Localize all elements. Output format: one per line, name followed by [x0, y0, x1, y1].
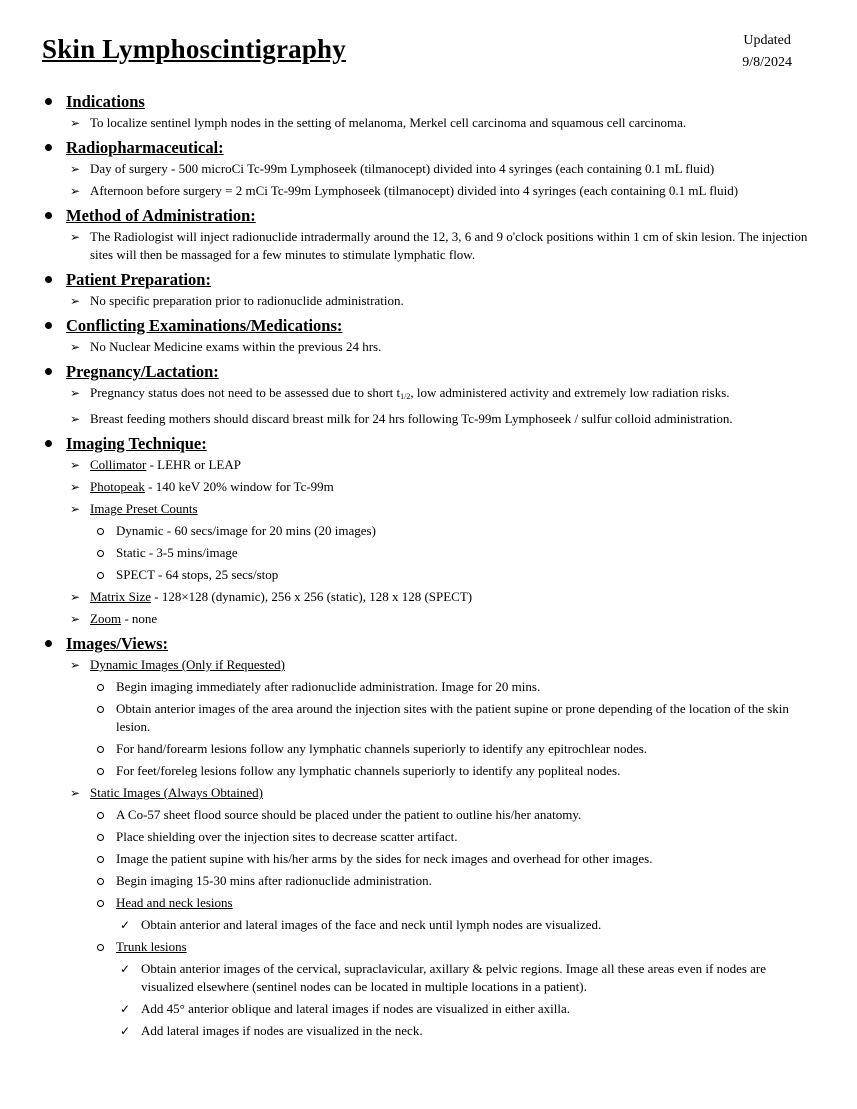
circle-bullet-icon — [97, 768, 104, 775]
checkmark-icon: ✓ — [120, 918, 131, 932]
arrow-bullet-icon: ➢ — [70, 184, 81, 198]
section-heading: Patient Preparation: — [0, 269, 857, 290]
list-item: ➢ Pregnancy status does not need to be assessed due to short $t_{1/2}$, low administered activity and extremely low radiation risks. — [70, 385, 730, 401]
sub-list-item: For feet/foreleg lesions follow any lymphatic channels superiorly to identify any popliteal nodes. — [0, 760, 857, 782]
checkmark-icon: ✓ — [120, 962, 131, 976]
arrow-bullet-icon: ➢ — [70, 458, 81, 472]
section-heading: Conflicting Examinations/Medications: — [0, 315, 857, 336]
section-heading: Pregnancy/Lactation: — [0, 361, 857, 382]
circle-bullet-icon — [97, 944, 104, 951]
updated-date: 9/8/2024 — [742, 55, 792, 70]
list-item: ➢ Static Images (Always Obtained) — [70, 785, 263, 800]
list-item: ➢ To localize sentinel lymph nodes in the setting of melanoma, Merkel cell carcinoma and squamous cell carcinoma. — [70, 115, 687, 130]
sub-list-item: Begin imaging immediately after radionuclide administration. Image for 20 mins. — [0, 676, 857, 698]
check-list-item: ✓ Add lateral images if nodes are visualized in the neck. — [120, 1023, 423, 1038]
sub-list-item: Head and neck lesions — [0, 892, 857, 914]
section-heading: Radiopharmaceutical: — [0, 137, 857, 158]
page-title: Skin Lymphoscintigraphy — [42, 34, 346, 64]
check-list-item: ✓ Obtain anterior images of the cervical, supraclavicular, axillary & pelvic regions. Image all these areas even if nodes are visualized elsewhere (sentinel nodes can be located in multiple locations in a patient). — [120, 961, 767, 994]
checkmark-icon: ✓ — [120, 1002, 131, 1016]
section-heading: Images/Views: — [0, 633, 857, 654]
arrow-bullet-icon: ➢ — [70, 340, 81, 354]
arrow-bullet-icon: ➢ — [70, 590, 81, 604]
sub-list-item: Image the patient supine with his/her arms by the sides for neck images and overhead for other images. — [0, 848, 857, 870]
list-item: ➢ Day of surgery - 500 microCi Tc-99m Lymphoseek (tilmanocept) divided into 4 syringes (each containing 0.1 mL fluid) — [70, 161, 715, 176]
circle-bullet-icon — [97, 812, 104, 819]
list-item: ➢ Matrix Size - 128×128 (dynamic), 256 x 256 (static), 128 x 128 (SPECT) — [70, 589, 473, 604]
list-item: ➢ No Nuclear Medicine exams within the previous 24 hrs. — [70, 339, 382, 354]
circle-bullet-icon — [97, 900, 104, 907]
section-imaging-technique — [0, 433, 857, 630]
circle-bullet-icon — [97, 684, 104, 691]
circle-bullet-icon — [97, 550, 104, 557]
arrow-bullet-icon: ➢ — [70, 116, 81, 130]
list-item: ➢ Image Preset Counts — [70, 501, 198, 516]
arrow-bullet-icon: ➢ — [70, 786, 81, 800]
bullet-icon — [45, 212, 52, 219]
bullet-icon — [45, 322, 52, 329]
sub-list-item: Dynamic - 60 secs/image for 20 mins (20 images) — [0, 520, 857, 542]
section-conflicting — [0, 315, 857, 358]
list-item: ➢ No specific preparation prior to radionuclide administration. — [70, 293, 404, 308]
arrow-bullet-icon: ➢ — [70, 162, 81, 176]
section-indications — [0, 91, 857, 134]
list-item: ➢ Photopeak - 140 keV 20% window for Tc-99m — [70, 479, 334, 494]
arrow-bullet-icon: ➢ — [70, 294, 81, 308]
list-item: ➢ The Radiologist will inject radionuclide intradermally around the 12, 3, 6 and 9 o'clock positions within 1 cm of skin lesion. The injection sites will then be massaged for a few minutes to stimulate lymphatic flow. — [70, 229, 808, 262]
bullet-icon — [45, 98, 52, 105]
arrow-bullet-icon: ➢ — [70, 386, 81, 400]
circle-bullet-icon — [97, 856, 104, 863]
section-heading: Imaging Technique: — [0, 433, 857, 454]
bullet-icon — [45, 276, 52, 283]
section-heading: Method of Administration: — [0, 205, 857, 226]
sub-list-item: Place shielding over the injection sites to decrease scatter artifact. — [0, 826, 857, 848]
section-heading: Indications — [0, 91, 857, 112]
checkmark-icon: ✓ — [120, 1024, 131, 1038]
arrow-bullet-icon: ➢ — [70, 230, 81, 244]
sub-list-item: SPECT - 64 stops, 25 secs/stop — [0, 564, 857, 586]
circle-bullet-icon — [97, 834, 104, 841]
arrow-bullet-icon: ➢ — [70, 480, 81, 494]
sub-list-item: For hand/forearm lesions follow any lymphatic channels superiorly to identify any epitrochlear nodes. — [0, 738, 857, 760]
list-item: ➢ Afternoon before surgery = 2 mCi Tc-99m Lymphoseek (tilmanocept) divided into 4 syringes (each containing 0.1 mL fluid) — [70, 183, 739, 198]
arrow-bullet-icon: ➢ — [70, 412, 81, 426]
circle-bullet-icon — [97, 572, 104, 579]
section-preparation — [0, 269, 857, 312]
arrow-bullet-icon: ➢ — [70, 502, 81, 516]
sub-list-item: Begin imaging 15-30 mins after radionuclide administration. — [0, 870, 857, 892]
sub-list-item: A Co-57 sheet flood source should be placed under the patient to outline his/her anatomy. — [0, 804, 857, 826]
list-item: ➢ Dynamic Images (Only if Requested) — [70, 657, 285, 672]
section-radiopharmaceutical — [0, 137, 857, 202]
list-item: ➢ Zoom - none — [70, 611, 158, 626]
sub-list-item: Static - 3-5 mins/image — [0, 542, 857, 564]
sub-list-item: Trunk lesions — [0, 936, 857, 958]
bullet-icon — [45, 440, 52, 447]
check-list-item: ✓ Obtain anterior and lateral images of the face and neck until lymph nodes are visualized. — [120, 917, 602, 932]
document-body — [0, 91, 857, 1042]
updated-stamp — [742, 30, 792, 74]
section-administration — [0, 205, 857, 266]
arrow-bullet-icon: ➢ — [70, 612, 81, 626]
circle-bullet-icon — [97, 706, 104, 713]
sub-list-item: Obtain anterior images of the area around the injection sites with the patient supine or prone depending of the location of the skin lesion. — [0, 698, 857, 738]
section-pregnancy — [0, 361, 857, 430]
check-list-item: ✓ Add 45° anterior oblique and lateral images if nodes are visualized in either axilla. — [120, 1001, 570, 1016]
circle-bullet-icon — [97, 528, 104, 535]
circle-bullet-icon — [97, 878, 104, 885]
updated-label: Updated — [743, 33, 791, 48]
arrow-bullet-icon: ➢ — [70, 658, 81, 672]
section-images-views — [0, 633, 857, 1042]
bullet-icon — [45, 640, 52, 647]
list-item: ➢ Breast feeding mothers should discard breast milk for 24 hrs following Tc-99m Lymphoseek / sulfur colloid administration. — [70, 411, 733, 426]
list-item: ➢ Collimator - LEHR or LEAP — [70, 457, 241, 472]
bullet-icon — [45, 368, 52, 375]
circle-bullet-icon — [97, 746, 104, 753]
bullet-icon — [45, 144, 52, 151]
